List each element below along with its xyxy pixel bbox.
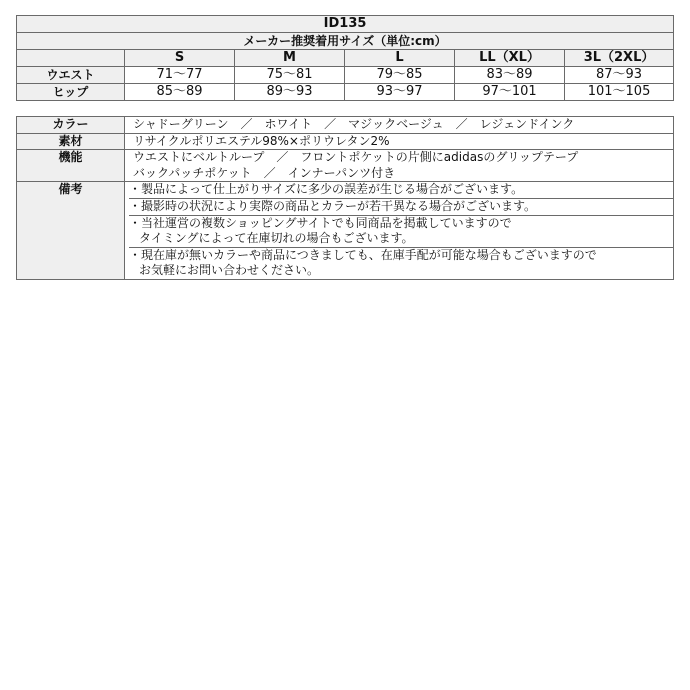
spec-table: [16, 116, 674, 280]
color-value: シャドーグリーン ／ ホワイト ／ マジックベージュ ／ レジェンドインク: [125, 117, 674, 134]
note-text: ・製品によって仕上がりサイズに多少の誤差が生じる場合がございます。: [129, 182, 524, 197]
features-label: 機能: [17, 150, 125, 182]
size-row-hip: [17, 84, 674, 101]
spec-row-features: [17, 150, 674, 182]
size-column-m: M: [235, 50, 345, 67]
notes-label: 備考: [17, 182, 125, 280]
size-value: 83～89: [455, 67, 565, 84]
size-value: 97～101: [455, 84, 565, 101]
material-label: 素材: [17, 133, 125, 150]
size-value: 93～97: [345, 84, 455, 101]
size-table: [16, 15, 674, 101]
notes-value: [125, 182, 674, 280]
spec-row-color: [17, 117, 674, 134]
material-value: リサイクルポリエステル98%×ポリウレタン2%: [125, 133, 674, 150]
row-label-waist: ウエスト: [17, 67, 125, 84]
note-item: [129, 182, 673, 199]
size-column-l: L: [345, 50, 455, 67]
features-value: [125, 150, 674, 182]
features-line: ウエストにベルトループ ／ フロントポケットの片側にadidasのグリップテープ: [133, 150, 579, 165]
size-value: 87～93: [565, 67, 674, 84]
note-text: ・現在庫が無いカラーや商品につきましても、在庫手配が可能な場合もございますので: [129, 247, 597, 262]
note-item: [129, 199, 673, 216]
note-text: ・撮影時の状況により実際の商品とカラーが若干異なる場合がございます。: [129, 198, 537, 213]
product-id-title: ID135: [17, 16, 674, 33]
size-table-caption: メーカー推奨着用サイズ（単位:cm）: [17, 33, 674, 50]
row-label-hip: ヒップ: [17, 84, 125, 101]
color-label: カラー: [17, 117, 125, 134]
note-text-continued: お気軽にお問い合わせください。: [139, 263, 320, 278]
size-column-3l: 3L（2XL）: [565, 50, 674, 67]
size-header-blank: [17, 50, 125, 67]
size-value: 89～93: [235, 84, 345, 101]
size-row-waist: [17, 67, 674, 84]
size-value: 75～81: [235, 67, 345, 84]
size-value: 71～77: [125, 67, 235, 84]
note-text: ・当社運営の複数ショッピングサイトでも同商品を掲載していますので: [129, 215, 512, 230]
note-item: [129, 216, 673, 248]
spec-row-material: [17, 133, 674, 150]
spec-row-notes: [17, 182, 674, 280]
size-header-row: [17, 50, 674, 67]
note-text-continued: タイミングによって在庫切れの場合もございます。: [139, 231, 414, 246]
size-column-ll: LL（XL）: [455, 50, 565, 67]
size-value: 101～105: [565, 84, 674, 101]
size-value: 85～89: [125, 84, 235, 101]
size-column-s: S: [125, 50, 235, 67]
note-item: [129, 248, 673, 279]
size-value: 79～85: [345, 67, 455, 84]
features-line: バックパッチポケット ／ インナーパンツ付き: [133, 165, 396, 180]
